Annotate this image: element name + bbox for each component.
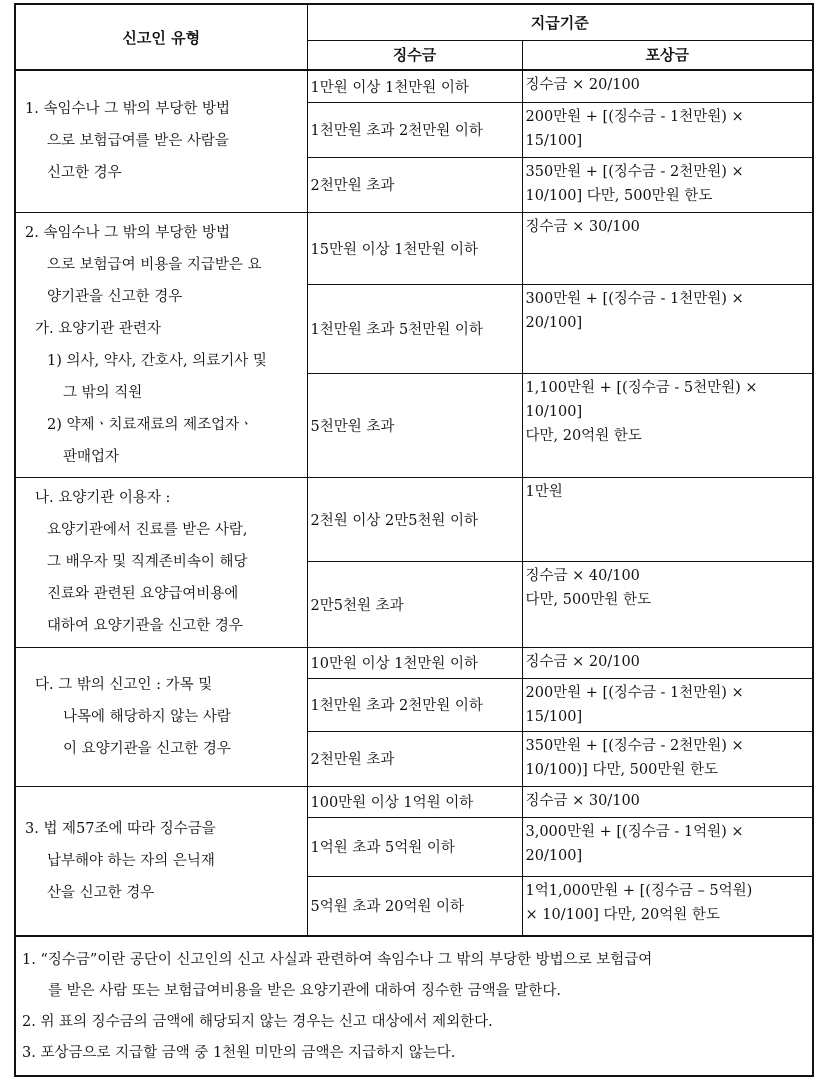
reporter-line: 3. 법 제57조에 따라 징수금을	[25, 820, 216, 837]
reward-line: 다만, 500만원 한도	[525, 591, 652, 608]
reward-line: 10/100]	[525, 403, 583, 420]
reporter-line: 다. 그 밖의 신고인 : 가목 및	[35, 676, 213, 693]
reward-cell	[522, 786, 813, 817]
reporter-line: 그 밖의 직원	[63, 384, 143, 401]
note-3: 3. 포상금으로 지급할 금액 중 1천원 미만의 금액은 지급하지 않는다.	[22, 1045, 456, 1061]
reward-line: 징수금 × 30/100	[525, 792, 640, 809]
reward-cell	[522, 102, 813, 157]
table-row	[15, 786, 813, 817]
collection-range: 5천만원 초과	[307, 373, 522, 477]
header-reward: 포상금	[522, 40, 813, 70]
collection-range: 100만원 이상 1억원 이하	[307, 786, 522, 817]
reporter-line: 2) 약제ㆍ치료재료의 제조업자ㆍ	[47, 416, 254, 433]
reporter-type-cell	[15, 477, 307, 647]
reward-line: × 10/100] 다만, 20억원 한도	[525, 906, 720, 923]
collection-range: 2천원 이상 2만5천원 이하	[307, 477, 522, 561]
reward-line: 징수금 × 40/100	[525, 567, 640, 584]
table-row	[15, 212, 813, 284]
reporter-line: 나목에 해당하지 않는 사람	[63, 708, 231, 725]
collection-range: 2만5천원 초과	[307, 561, 522, 647]
collection-range: 15만원 이상 1천만원 이하	[307, 212, 522, 284]
reward-cell	[522, 70, 813, 102]
reporter-line: 신고한 경우	[47, 165, 122, 182]
reward-cell	[522, 284, 813, 373]
collection-range: 2천만원 초과	[307, 731, 522, 786]
collection-range: 1천만원 초과 2천만원 이하	[307, 102, 522, 157]
reporter-line: 납부해야 하는 자의 은닉재	[47, 852, 215, 869]
reporter-line: 요양기관에서 진료를 받은 사람,	[47, 522, 248, 538]
reporter-type-cell	[15, 212, 307, 477]
reporter-line: 진료와 관련된 요양급여비용에	[47, 586, 239, 602]
reward-line: 300만원 + [(징수금 - 1천만원) ×	[525, 290, 744, 307]
reporter-line: 가. 요양기관 관련자	[35, 320, 161, 337]
reward-line: 다만, 20억원 한도	[525, 427, 642, 444]
reporter-line: 으로 보험급여를 받은 사람을	[47, 133, 229, 150]
reward-line: 20/100]	[525, 314, 583, 331]
reporter-line: 산을 신고한 경우	[47, 884, 155, 901]
note-2: 2. 위 표의 징수금의 금액에 해당되지 않는 경우는 신고 대상에서 제외한다.	[22, 1014, 493, 1030]
reporter-line: 판매업자	[63, 448, 120, 465]
reward-line: 350만원 + [(징수금 - 2천만원) ×	[525, 163, 744, 180]
collection-range: 1천만원 초과 5천만원 이하	[307, 284, 522, 373]
reporter-line: 이 요양기관을 신고한 경우	[63, 740, 231, 757]
reward-line: 징수금 × 20/100	[525, 653, 640, 670]
reward-line: 3,000만원 + [(징수금 - 1억원) ×	[525, 823, 744, 840]
reward-line: 20/100]	[525, 847, 583, 864]
reward-line: 1억1,000만원 + [(징수금 – 5억원)	[525, 882, 753, 899]
reporter-line: 2. 속임수나 그 밖의 부당한 방법	[25, 224, 230, 241]
reward-line: 200만원 + [(징수금 - 1천만원) ×	[525, 108, 744, 125]
reward-cell	[522, 212, 813, 284]
reporter-line: 대하여 요양기관을 신고한 경우	[47, 618, 243, 634]
reporter-line: 1. 속임수나 그 밖의 부당한 방법	[25, 101, 230, 118]
notes-cell	[15, 936, 813, 1076]
reward-cell	[522, 876, 813, 936]
reporter-type-cell	[15, 647, 307, 786]
reporter-type-cell	[15, 786, 307, 936]
reward-cell	[522, 561, 813, 647]
reporter-type-cell	[15, 70, 307, 212]
note-1: 1. “징수금”이란 공단이 신고인의 신고 사실과 관련하여 속임수나 그 밖의 부당한 방법으로 보험급여	[22, 952, 653, 968]
reporter-line: 그 배우자 및 직계존비속이 해당	[47, 554, 248, 570]
collection-range: 1천만원 초과 2천만원 이하	[307, 678, 522, 731]
reward-cell	[522, 678, 813, 731]
reward-line: 징수금 × 30/100	[525, 218, 640, 235]
collection-range: 5억원 초과 20억원 이하	[307, 876, 522, 936]
header-collection: 징수금	[307, 40, 522, 70]
reward-line: 15/100]	[525, 708, 583, 725]
header-reporter-type: 신고인 유형	[15, 4, 307, 70]
reward-line: 350만원 + [(징수금 - 2천만원) ×	[525, 737, 744, 754]
reporter-line: 으로 보험급여 비용을 지급받은 요	[47, 256, 262, 273]
reward-cell	[522, 817, 813, 876]
reward-cell	[522, 373, 813, 477]
collection-range: 2천만원 초과	[307, 157, 522, 212]
collection-range: 1만원 이상 1천만원 이하	[307, 70, 522, 102]
reward-line: 15/100]	[525, 132, 583, 149]
reporter-line: 1) 의사, 약사, 간호사, 의료기사 및	[47, 352, 267, 369]
reward-cell	[522, 157, 813, 212]
table-row	[15, 70, 813, 102]
reward-cell	[522, 477, 813, 561]
reward-standard-table	[14, 3, 814, 1077]
reporter-line: 양기관을 신고한 경우	[47, 288, 183, 305]
reward-line: 1만원	[525, 483, 563, 500]
reward-line: 1,100만원 + [(징수금 - 5천만원) ×	[525, 379, 758, 396]
reward-line: 10/100)] 다만, 500만원 한도	[525, 761, 718, 778]
reward-cell	[522, 731, 813, 786]
note-1-continued: 를 받은 사람 또는 보험급여비용을 받은 요양기관에 대하여 징수한 금액을 말한다.	[48, 983, 561, 999]
collection-range: 10만원 이상 1천만원 이하	[307, 647, 522, 678]
reward-line: 징수금 × 20/100	[525, 77, 640, 93]
reward-line: 200만원 + [(징수금 - 1천만원) ×	[525, 684, 744, 701]
table-row	[15, 477, 813, 561]
notes-row	[15, 936, 813, 1076]
reporter-line: 나. 요양기관 이용자 :	[35, 490, 171, 506]
table-row	[15, 647, 813, 678]
reward-cell	[522, 647, 813, 678]
collection-range: 1억원 초과 5억원 이하	[307, 817, 522, 876]
reward-line: 10/100] 다만, 500만원 한도	[525, 187, 713, 204]
header-payment-standard: 지급기준	[307, 4, 813, 40]
